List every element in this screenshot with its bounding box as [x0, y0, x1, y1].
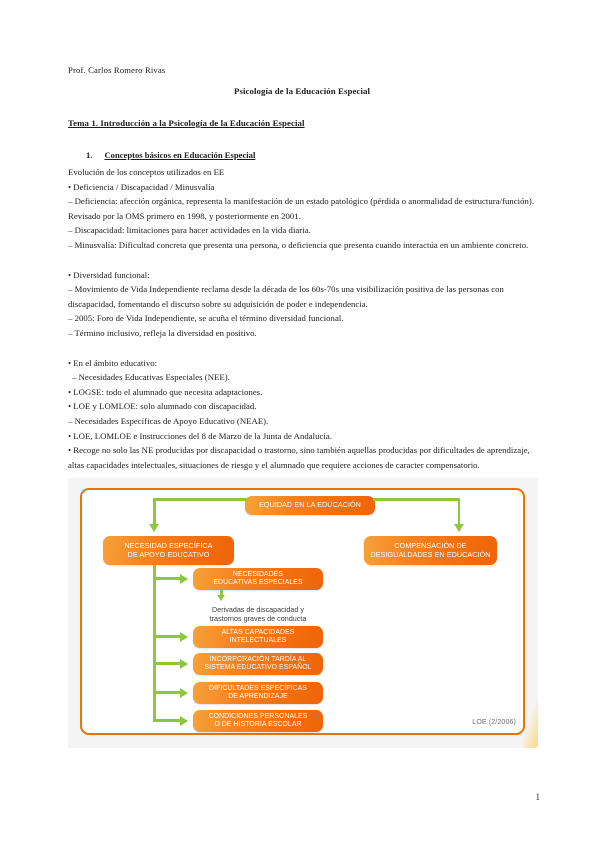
diagram-note-line2: trastornos graves de conducta	[209, 614, 307, 623]
group3-line-5: • LOE, LOMLOE e Instrucciones del 8 de Marzo de la Junta de Andalucía.	[68, 430, 332, 441]
diagram-box-child-1-line2: EDUCATIVAS ESPECIALES	[213, 579, 303, 586]
diagram-box-child-2-line2: INTELECTUALES	[229, 637, 287, 644]
connector-child-5-vertical	[153, 697, 156, 721]
group2-bullet: • Diversidad funcional:	[68, 269, 150, 280]
diagram-box-child-1	[193, 568, 323, 590]
diagram-box-right-branch-line2: DESIGUALDADES EN EDUCACIÓN	[370, 549, 491, 559]
diagram-box-child-2	[193, 626, 323, 648]
page-number: 1	[535, 792, 540, 802]
group2-block	[68, 268, 536, 341]
section-heading	[68, 150, 536, 160]
diagram-note-derived	[185, 605, 331, 623]
arrow-to-child-2	[180, 632, 188, 642]
diagram-box-child-4-line1: DIFICULTADES ESPECÍFICAS	[209, 684, 307, 692]
diagram-box-child-3-line1: INCORPORACIÓN TARDÍA AL	[209, 655, 307, 663]
connector-child-1-horizontal	[153, 577, 181, 580]
diagram-box-child-5	[193, 710, 323, 732]
connector-child-3-horizontal	[153, 662, 181, 665]
arrow-child-1-to-note	[217, 595, 225, 601]
diagram-box-child-4	[193, 682, 323, 704]
connector-root-left-vertical	[153, 498, 156, 525]
diagram-box-left-branch-line2: DE APOYO EDUCATIVO	[127, 549, 210, 559]
equity-education-diagram	[68, 478, 538, 748]
diagram-box-child-3	[193, 653, 323, 675]
spacer-1	[68, 253, 536, 263]
group1-line-1: – Deficiencia: afección orgánica, representa la manifestación de un estado patológico (pérdida o anormalidad de estructura/función). Revisado por la OMS primero en 1998, y posteriormente en 2001.	[68, 196, 535, 221]
document-title: Psicología de la Educación Especial	[233, 86, 371, 96]
group3-line-1: – Necesidades Educativas Especiales (NEE).	[72, 372, 230, 383]
group3-line-4: – Necesidades Específicas de Apoyo Educativo (NEAE).	[68, 415, 269, 426]
connector-root-right-horizontal	[373, 498, 460, 501]
group3-line-3: • LOE y LOMLOE: solo alumnado con discapacidad.	[68, 401, 257, 412]
connector-root-right-vertical	[458, 498, 461, 525]
connector-root-left-horizontal	[153, 498, 247, 501]
topic-heading: Tema 1. Introducción a la Psicología de la Educación Especial	[68, 118, 305, 128]
diagram-box-right-branch	[364, 536, 497, 565]
diagram-box-root-line1: EQUIDAD EN LA EDUCACIÓN	[259, 500, 361, 510]
diagram-box-child-4-line2: DE APRENDIZAJE	[228, 693, 288, 700]
yellow-accent-shape	[522, 700, 538, 748]
diagram-source-label: LOE (2/2006)	[472, 719, 516, 726]
group1-line-2: – Discapacidad: limitaciones para hacer actividades en la vida diaria.	[68, 225, 311, 236]
connector-child-5-horizontal	[153, 719, 181, 722]
diagram-box-right-branch-line1: COMPENSACIÓN DE	[394, 541, 467, 551]
group1-line-3: – Minusvalía: Dificultad concreta que presenta una persona, o deficiencia que presenta cuando interactúa en un ambiente concreto.	[68, 239, 529, 250]
group2-line-3: – Término inclusivo, refleja la diversidad en positivo.	[68, 327, 257, 338]
arrow-root-to-right-branch	[454, 524, 464, 532]
intro-line: Evolución de los conceptos utilizados en EE	[68, 167, 225, 177]
diagram-note-line1: Derivadas de discapacidad y	[212, 605, 304, 614]
group2-line-2: – 2005: Foro de Vida Independiente, se acuña el término diversidad funcional.	[68, 313, 344, 324]
arrow-to-child-1	[180, 574, 188, 584]
diagram-box-root	[245, 496, 375, 515]
group3-block	[68, 356, 536, 473]
group2-line-1: – Movimiento de Vida Independiente reclama desde la década de los 60s-70s una visibilización positiva de las personas con discapacidad, fomentando el discurso sobre su adquisición de poder e independencia.	[68, 284, 504, 309]
diagram-box-child-5-line2: O DE HISTORIA ESCOLAR	[214, 721, 302, 728]
intro-block	[68, 165, 536, 253]
section-title: Conceptos básicos en Educación Especial	[104, 150, 256, 160]
diagram-box-child-1-line1: NECESIDADES	[232, 570, 284, 578]
author-line: Prof. Carlos Romero Rivas	[68, 65, 166, 75]
arrow-root-to-left-branch	[149, 524, 159, 532]
diagram-box-child-3-line2: SISTEMA EDUCATIVO ESPAÑOL	[204, 664, 312, 671]
group3-line-6: • Recoge no solo las NE producidas por discapacidad o trastorno, sino también aquellas producidas por dificultades de aprendizaje, altas capacidades intelectuales, situaciones de riesgo y el alumnado que requiere acciones de caracter compensatorio.	[68, 445, 530, 470]
group1-bullet: • Deficiencia / Discapacidad / Minusvalía	[68, 181, 215, 192]
spacer-2	[68, 341, 536, 351]
section-number: 1.	[86, 150, 93, 160]
diagram-box-child-2-line1: ALTAS CAPACIDADES	[221, 628, 295, 636]
arrow-to-child-4	[180, 688, 188, 698]
group3-bullet: • En el ámbito educativo:	[68, 357, 158, 368]
document-content	[68, 64, 536, 472]
connector-child-2-horizontal	[153, 635, 181, 638]
diagram-box-left-branch	[103, 536, 234, 565]
diagram-box-left-branch-line1: NECESIDAD ESPECÍFICA	[124, 541, 213, 551]
diagram-box-child-5-line1: CONDICIONES PERSONALES	[208, 712, 308, 720]
arrow-to-child-5	[180, 716, 188, 726]
connector-child-4-horizontal	[153, 691, 181, 694]
connector-left-branch-trunk	[153, 565, 156, 697]
group3-line-2: • LOGSE: todo el alumnado que necesita adaptaciones.	[68, 386, 263, 397]
arrow-to-child-3	[180, 659, 188, 669]
